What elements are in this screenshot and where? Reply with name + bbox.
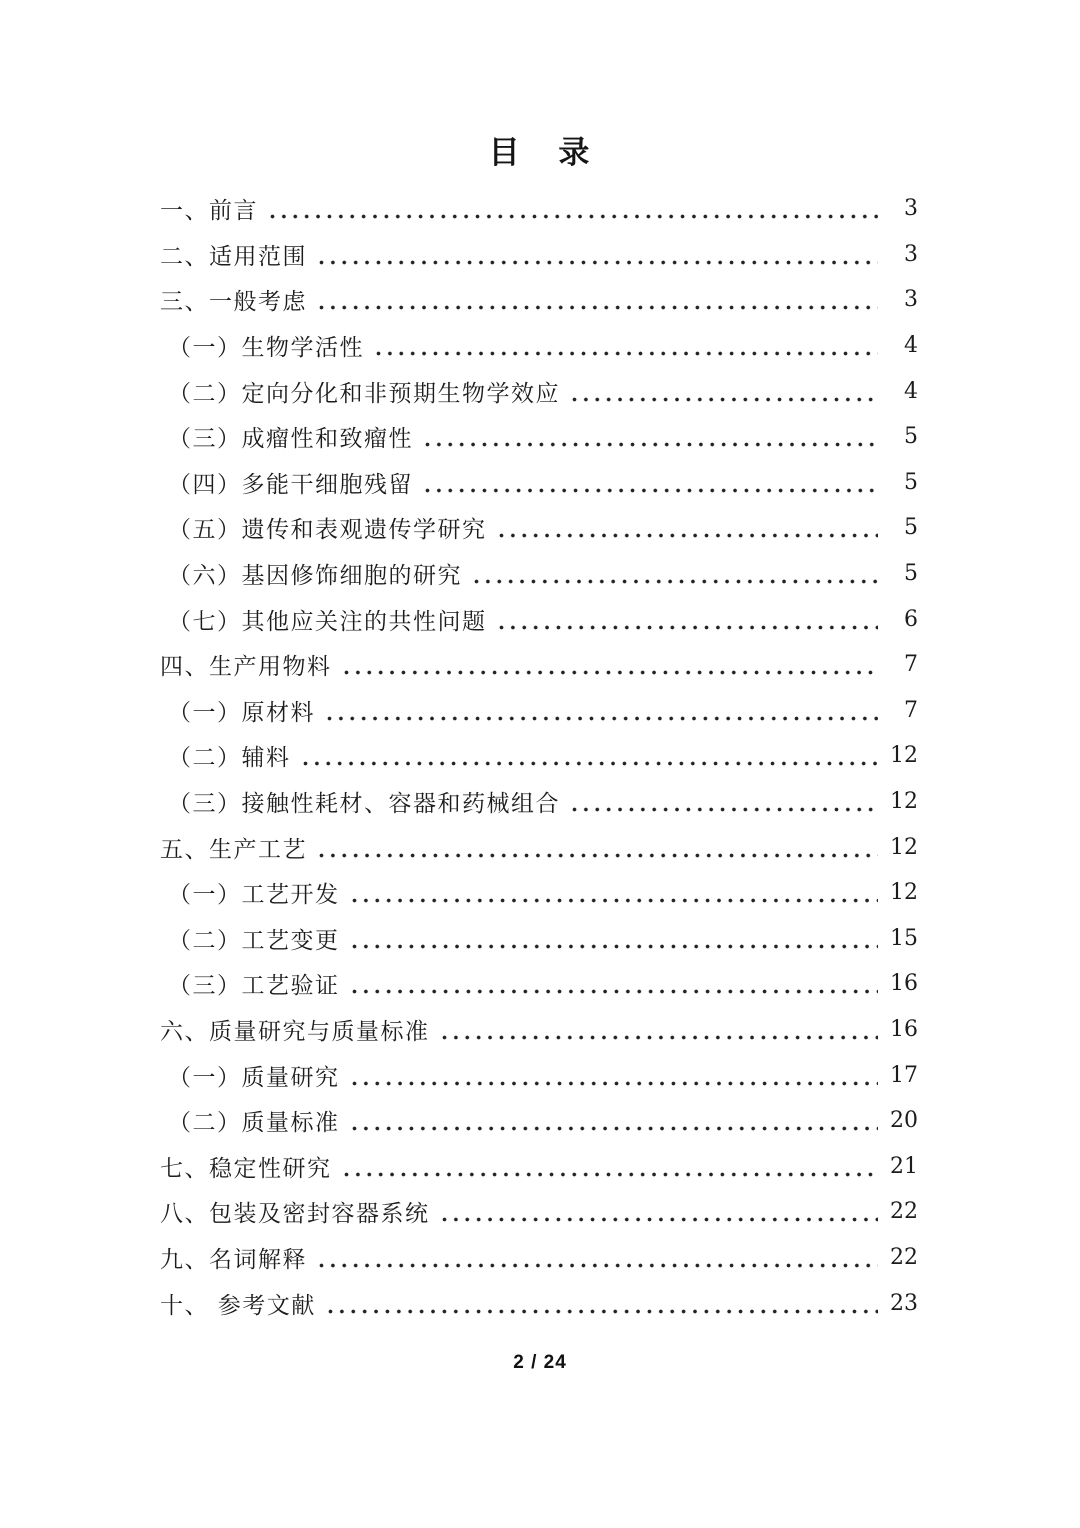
toc-entry[interactable] bbox=[160, 596, 918, 642]
toc-entry-page-number: 7 bbox=[904, 697, 918, 723]
toc-entry-label: （一）生物学活性 bbox=[168, 335, 364, 362]
toc-entry-page-number: 5 bbox=[904, 469, 918, 495]
dot-leader bbox=[572, 807, 878, 812]
toc-entry[interactable] bbox=[160, 779, 918, 825]
toc-entry-page-number: 21 bbox=[890, 1153, 918, 1179]
dot-leader bbox=[425, 442, 878, 447]
toc-entry-page-number: 12 bbox=[890, 789, 918, 815]
dot-leader bbox=[319, 1263, 878, 1268]
toc-entry[interactable] bbox=[160, 460, 918, 506]
toc-entry-label: 五、生产工艺 bbox=[160, 836, 307, 863]
dot-leader bbox=[425, 488, 878, 493]
toc-entry-page-number: 12 bbox=[890, 743, 918, 769]
toc-entry-page-number: 17 bbox=[890, 1062, 918, 1088]
dot-leader bbox=[442, 1217, 879, 1222]
toc-entry-label: 九、名词解释 bbox=[160, 1246, 307, 1273]
dot-leader bbox=[352, 1081, 879, 1086]
toc-entry-page-number: 12 bbox=[890, 880, 918, 906]
toc-entry-page-number: 3 bbox=[904, 196, 918, 222]
toc-entry-label: （一）原材料 bbox=[168, 699, 315, 726]
dot-leader bbox=[352, 898, 879, 903]
dot-leader bbox=[344, 670, 879, 675]
dot-leader bbox=[474, 579, 878, 584]
toc-entry[interactable] bbox=[160, 232, 918, 278]
dot-leader bbox=[319, 853, 878, 858]
dot-leader bbox=[319, 260, 878, 265]
toc-entry[interactable] bbox=[160, 688, 918, 734]
toc-entry-label: 三、一般考虑 bbox=[160, 289, 307, 316]
toc-entry-page-number: 4 bbox=[904, 333, 918, 359]
toc-entry[interactable] bbox=[160, 1280, 918, 1326]
dot-leader bbox=[352, 1126, 879, 1131]
toc-entry-page-number: 7 bbox=[904, 652, 918, 678]
dot-leader bbox=[328, 1309, 878, 1314]
toc-entry[interactable] bbox=[160, 824, 918, 870]
toc-entry[interactable] bbox=[160, 186, 918, 232]
toc-entry-label: （五）遗传和表观遗传学研究 bbox=[168, 517, 487, 544]
toc-entry[interactable] bbox=[160, 551, 918, 597]
toc-entry-label: 四、生产用物料 bbox=[160, 654, 332, 681]
toc-entry-page-number: 4 bbox=[904, 378, 918, 404]
dot-leader bbox=[442, 1035, 879, 1040]
toc-entry[interactable] bbox=[160, 1235, 918, 1281]
toc-entry-page-number: 6 bbox=[904, 606, 918, 632]
toc-entry[interactable] bbox=[160, 733, 918, 779]
toc-entry-label: （六）基因修饰细胞的研究 bbox=[168, 563, 462, 590]
toc-entry-label: 六、质量研究与质量标准 bbox=[160, 1018, 430, 1045]
toc-entry-label: （二）工艺变更 bbox=[168, 927, 340, 954]
dot-leader bbox=[319, 305, 878, 310]
toc-entry[interactable] bbox=[160, 277, 918, 323]
toc-entry[interactable] bbox=[160, 1189, 918, 1235]
page-number-footer: 2 / 24 bbox=[513, 1352, 567, 1373]
toc-entry[interactable] bbox=[160, 916, 918, 962]
toc-entry-page-number: 5 bbox=[904, 424, 918, 450]
toc-entry[interactable] bbox=[160, 368, 918, 414]
toc-entry[interactable] bbox=[160, 414, 918, 460]
toc-entry-page-number: 16 bbox=[890, 971, 918, 997]
toc-entry-label: 二、适用范围 bbox=[160, 243, 307, 270]
dot-leader bbox=[376, 351, 878, 356]
dot-leader bbox=[270, 214, 878, 219]
toc-entry[interactable] bbox=[160, 323, 918, 369]
toc-entry[interactable] bbox=[160, 1098, 918, 1144]
toc-entry-page-number: 22 bbox=[890, 1244, 918, 1270]
page-title: 目 录 bbox=[488, 135, 592, 171]
toc-entry-page-number: 5 bbox=[904, 515, 918, 541]
toc-entry-page-number: 16 bbox=[890, 1016, 918, 1042]
dot-leader bbox=[352, 944, 879, 949]
toc-entry-page-number: 12 bbox=[890, 834, 918, 860]
toc-entry[interactable] bbox=[160, 1052, 918, 1098]
toc-entry-page-number: 3 bbox=[904, 287, 918, 313]
toc-entry-label: （七）其他应关注的共性问题 bbox=[168, 608, 487, 635]
toc-entry-label: （二）辅料 bbox=[168, 745, 291, 772]
dot-leader bbox=[303, 761, 879, 766]
toc-entry-label: 七、稳定性研究 bbox=[160, 1155, 332, 1182]
toc-entry[interactable] bbox=[160, 505, 918, 551]
dot-leader bbox=[499, 625, 879, 630]
dot-leader bbox=[499, 533, 879, 538]
toc-entry[interactable] bbox=[160, 961, 918, 1007]
table-of-contents bbox=[160, 186, 918, 1326]
toc-entry[interactable] bbox=[160, 870, 918, 916]
toc-entry-page-number: 15 bbox=[890, 925, 918, 951]
toc-entry[interactable] bbox=[160, 642, 918, 688]
dot-leader bbox=[327, 716, 878, 721]
toc-entry[interactable] bbox=[160, 1007, 918, 1053]
toc-entry-label: （三）工艺验证 bbox=[168, 973, 340, 1000]
toc-entry-label: （二）定向分化和非预期生物学效应 bbox=[168, 380, 560, 407]
toc-entry-label: 八、包装及密封容器系统 bbox=[160, 1201, 430, 1228]
toc-entry-page-number: 23 bbox=[890, 1290, 918, 1316]
toc-entry-label: （一）质量研究 bbox=[168, 1064, 340, 1091]
toc-entry-page-number: 22 bbox=[890, 1199, 918, 1225]
toc-entry-label: （四）多能干细胞残留 bbox=[168, 471, 413, 498]
toc-entry-label: （三）接触性耗材、容器和药械组合 bbox=[168, 791, 560, 818]
dot-leader bbox=[352, 989, 879, 994]
toc-entry[interactable] bbox=[160, 1143, 918, 1189]
toc-entry-label: 一、前言 bbox=[160, 198, 258, 225]
toc-entry-page-number: 20 bbox=[890, 1108, 918, 1134]
toc-entry-label: （二）质量标准 bbox=[168, 1110, 340, 1137]
toc-entry-page-number: 3 bbox=[904, 241, 918, 267]
toc-entry-label: 十、 参考文献 bbox=[160, 1292, 316, 1319]
toc-entry-label: （三）成瘤性和致瘤性 bbox=[168, 426, 413, 453]
toc-entry-page-number: 5 bbox=[904, 561, 918, 587]
toc-entry-label: （一）工艺开发 bbox=[168, 882, 340, 909]
dot-leader bbox=[344, 1172, 879, 1177]
dot-leader bbox=[572, 397, 878, 402]
